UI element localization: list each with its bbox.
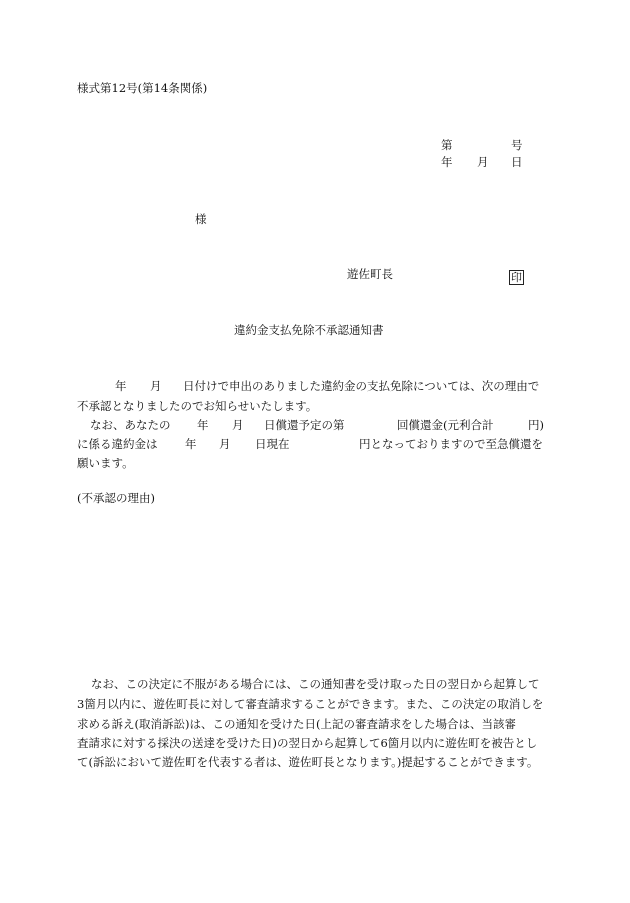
body-line4-month: 月	[219, 437, 231, 451]
body-line3-yen: 円)	[528, 418, 544, 432]
body-line4-year: 年	[185, 437, 197, 451]
notice-line1: なお、この決定に不服がある場合には、この通知書を受け取った日の翌日から起算して	[91, 677, 540, 691]
doc-number-suffix: 号	[511, 138, 523, 152]
issuer-title: 遊佐町長	[347, 267, 393, 281]
body-month: 月	[150, 379, 162, 393]
body-line2-text: 不承認となりましたのでお知らせいたします。	[77, 399, 318, 413]
body-line1-text: 日付けで申出のありました違約金の支払免除については、次の理由で	[183, 379, 540, 393]
document-title: 違約金支払免除不承認通知書	[234, 323, 384, 337]
body-line3-month: 月	[232, 418, 244, 432]
body-line4-c: 円となっておりますので至急償還を	[359, 437, 543, 451]
body-line4-a: に係る違約金は	[77, 437, 158, 451]
date-year-label: 年	[441, 155, 453, 169]
seal-text: 印	[511, 271, 522, 284]
body-line4-b: 日現在	[255, 437, 290, 451]
notice-line5: て(訴訟において遊佐町を代表する者は、遊佐町長となります。)提起することができます。	[77, 755, 539, 769]
notice-line3: 求める訴え(取消訴訟)は、この通知を受けた日(上記の審査請求をした場合は、当該審	[77, 717, 516, 731]
notice-line4: 査請求に対する採決の送達を受けた日)の翌日から起算して6箇月以内に遊佐町を被告とし	[77, 736, 538, 750]
body-line3-b: 日償還予定の第	[264, 418, 345, 432]
doc-number-prefix: 第	[441, 138, 453, 152]
reason-label: (不承認の理由)	[77, 491, 155, 505]
body-line3-a: なお、あなたの	[90, 418, 171, 432]
addressee-suffix: 様	[195, 212, 207, 226]
notice-line2: 3箇月以内に、遊佐町長に対して審査請求することができます。また、この決定の取消しを	[77, 697, 544, 711]
date-month-label: 月	[477, 155, 489, 169]
body-line5-text: 願います。	[77, 456, 134, 470]
seal-mark	[509, 266, 524, 285]
form-number: 様式第12号(第14条関係)	[77, 81, 208, 95]
date-day-label: 日	[511, 155, 523, 169]
body-line3-year: 年	[197, 418, 209, 432]
body-line3-c: 回償還金(元利合計	[397, 418, 494, 432]
body-year: 年	[115, 379, 127, 393]
